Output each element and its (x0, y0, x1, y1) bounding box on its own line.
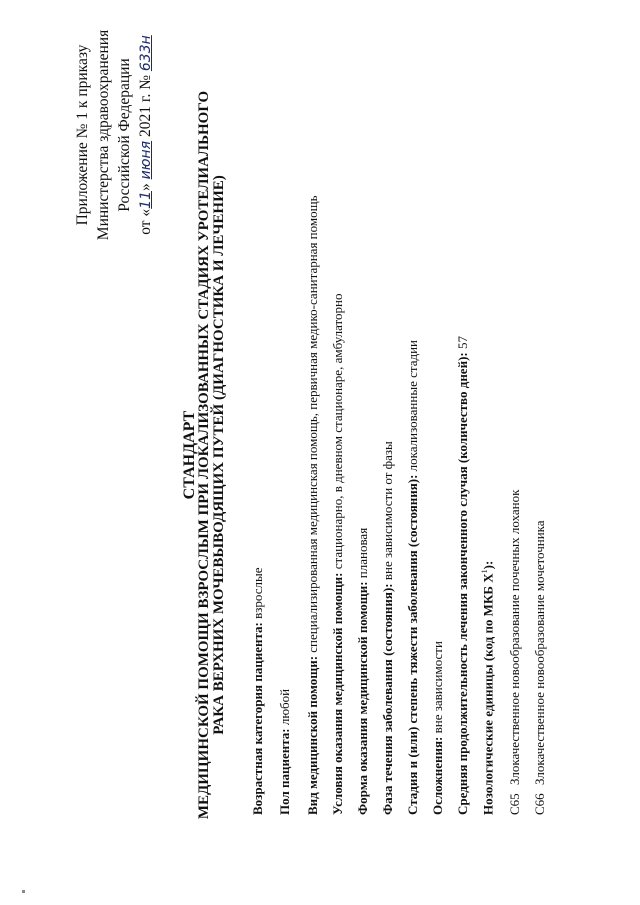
handwritten-day: 11 (138, 190, 154, 209)
field-value: любой (277, 688, 292, 729)
nosology-item (507, 490, 523, 815)
field-value: стационарно, в дневном стационаре, амбулаторно (330, 293, 345, 573)
field-value: взрослые (250, 567, 265, 623)
field-label: Осложнения: (430, 736, 445, 815)
handwritten-number: 633н (138, 35, 154, 72)
appendix-line-1: Приложение № 1 к приказу (74, 44, 91, 226)
field-value: локализованные стадии (405, 340, 420, 475)
date-mid-1: » (137, 183, 154, 191)
appendix-line-2: Министерства здравоохранения (95, 29, 112, 241)
nosology-label: Нозологические единицы (код по МКБ X (480, 573, 496, 815)
nosology-item (532, 520, 548, 815)
footnote-mark: 1 (480, 569, 489, 574)
icd-description: Злокачественное новообразование почечных лоханок (507, 489, 522, 785)
scan-speck (22, 890, 25, 893)
field-label: Вид медицинской помощи: (305, 655, 320, 815)
title-heading: СТАНДАРТ (181, 410, 198, 500)
icd-code: C66 (532, 793, 547, 815)
field-value: специализированная медицинская помощь, первичная медико-санитарная помощь (305, 195, 320, 656)
field-label: Фаза течения заболевания (состояния): (380, 583, 395, 815)
nosology-label-end: ): (480, 560, 496, 570)
field-value: плановая (355, 527, 370, 582)
field-label: Средняя продолжительность лечения законченного случая (количество дней): (455, 352, 470, 815)
field-label: Возрастная категория пациента: (250, 622, 265, 815)
field-label: Форма оказания медицинской помощи: (355, 581, 370, 815)
field-stage (405, 340, 421, 815)
icd-code: C65 (507, 793, 522, 815)
field-duration (455, 336, 471, 815)
field-label: Пол пациента: (277, 728, 292, 815)
field-care-conditions (330, 293, 346, 815)
date-prefix: от « (137, 208, 154, 235)
title-line-3: РАКА ВЕРХНИХ МОЧЕВЫВОДЯЩИХ ПУТЕЙ (ДИАГНОСТИКА И ЛЕЧЕНИЕ) (211, 175, 227, 735)
field-value: 57 (455, 336, 470, 353)
appendix-block (72, 20, 157, 250)
nosology-header (480, 561, 496, 815)
field-sex (277, 689, 293, 815)
field-value: вне зависимости (430, 641, 445, 737)
date-mid-2: 2021 г. № (137, 74, 154, 138)
handwritten-month: июня (138, 140, 154, 180)
document-title (182, 45, 227, 865)
icd-description: Злокачественное новообразование мочеточника (532, 520, 547, 785)
field-label: Стадия и (или) степень тяжести заболевания (состояния): (405, 474, 420, 815)
field-care-type (305, 195, 321, 815)
field-disease-phase (380, 441, 396, 815)
title-line-2: МЕДИЦИНСКОЙ ПОМОЩИ ВЗРОСЛЫМ ПРИ ЛОКАЛИЗОВАННЫХ СТАДИЯХ УРОТЕЛИАЛЬНОГО (196, 90, 212, 820)
field-label: Условия оказания медицинской помощи: (330, 572, 345, 815)
field-value: вне зависимости от фазы (380, 441, 395, 584)
field-age (250, 568, 266, 815)
appendix-date-line (135, 20, 157, 250)
appendix-line-3: Российской Федерации (116, 58, 133, 212)
field-complications (430, 641, 446, 815)
field-care-form (355, 528, 371, 815)
